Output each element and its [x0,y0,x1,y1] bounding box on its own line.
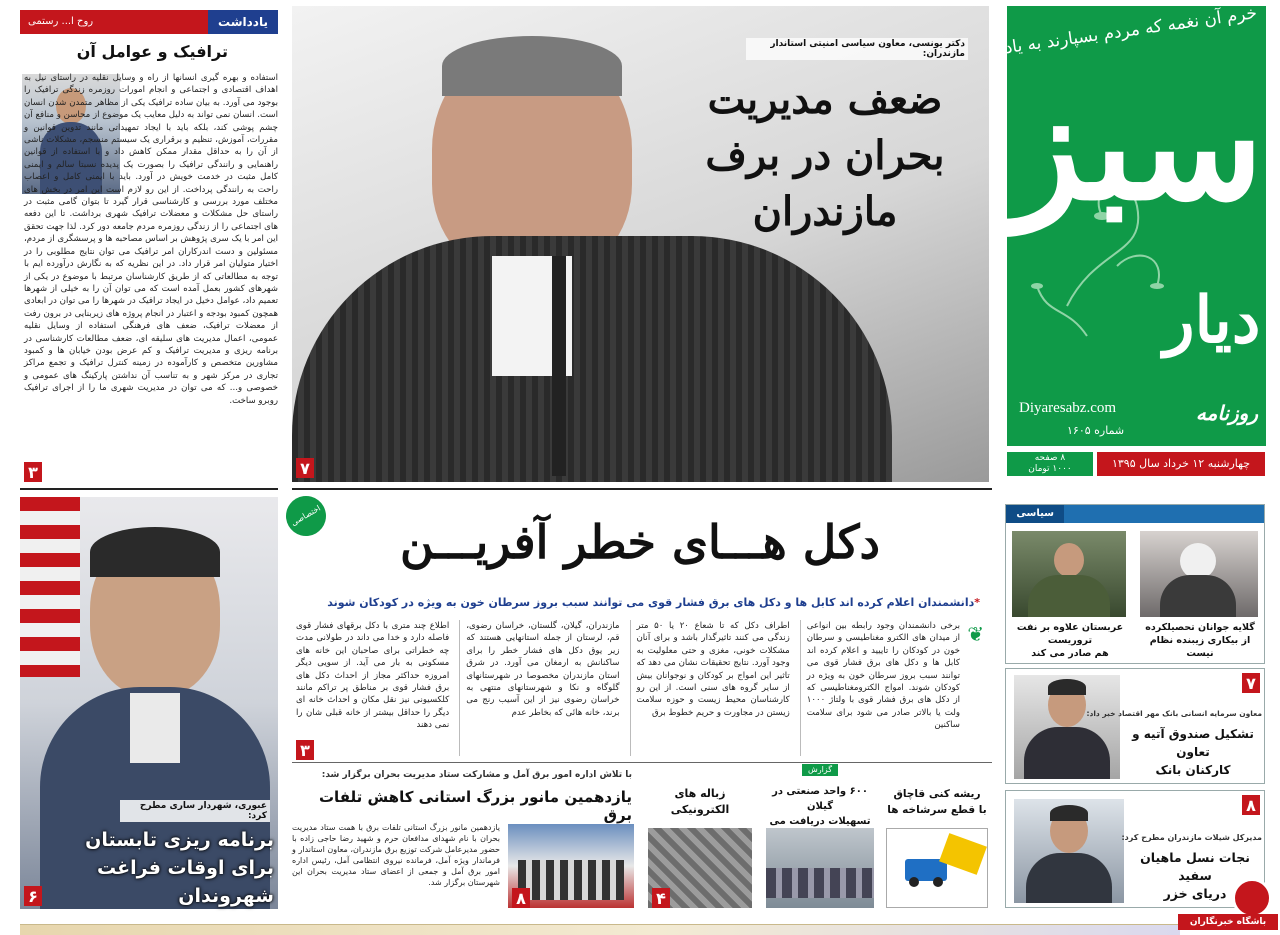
political-caption-2[interactable] [1010,621,1130,660]
bank-section [1005,668,1265,784]
main-columns [296,620,960,756]
divider-mid [292,762,992,763]
political-caption-1-line-1: گلایه جوانان تحصیلکرده [1145,622,1255,633]
bank-headline-line-1: تشکیل صندوق آتیه و تعاون [1132,727,1254,759]
teaser-gilan-photo [766,828,874,908]
pages-count: ۸ صفحه [1034,453,1066,463]
masthead-issue: شماره ۱۶۰۵ [1067,424,1125,437]
teaser-ewaste-line-1: زباله های [674,787,726,800]
fish-photo[interactable] [1014,799,1124,903]
main-subhead [300,596,980,609]
political-photo-2[interactable] [1012,531,1126,617]
lead-headline [680,72,970,240]
editorial-label: یادداشت [208,10,278,34]
planning-page-badge[interactable]: ۶ [24,886,42,906]
teaser-gilan-line-2: تسهیلات دریافت می [769,816,871,827]
teaser-ewaste-title [646,786,754,818]
fish-headline-line-1: نجات نسل ماهیان سفید [1140,850,1250,883]
lead-headline-line-1: ضعف مدیریت [707,76,943,123]
subhead-star: * [974,596,980,609]
planning-headline [24,826,274,910]
fish-kicker: مدیرکل شیلات مازندران مطرح کرد: [1121,833,1262,842]
bank-headline-line-2: کارکنان بانک [1155,763,1231,777]
teaser-smuggling-title [884,786,990,818]
date-bar: چهارشنبه ۱۲ خرداد سال ۱۳۹۵ [1097,452,1265,476]
watermark-logo-icon [1232,878,1272,918]
teaser-smuggling-line-2: با قطع سرشاخه ها [887,804,987,816]
maneuver-kicker: با تلاش اداره امور برق آمل و مشارکت ستاد مدیریت بحران برگزار شد: [321,770,632,780]
fish-page-badge[interactable]: ۸ [1242,795,1260,815]
lead-page-badge[interactable]: ۷ [296,458,314,478]
editorial-title: ترافیک و عوامل آن [76,42,228,61]
maneuver-body: یازدهمین مانور بزرگ استانی تلفات برق با همت ستاد مدیریت بحران با نام شهدای مدافعان حرم و شهید رضا حاجی زاده با حضور مدیرعامل شرکت توزیع برق مازندران، معاون استاندار و فرماندار ویژه آمل، فرمانده نیروی انتظامی آمل، رئیس اداره امور برق آمل و جمعی از اعضای ستاد مدیریت بحران این شهرستان برگزار شد. [292,823,500,887]
political-caption-2-line-2: هم صادر می کند [1031,648,1109,659]
political-header [1006,505,1264,523]
political-caption-2-line-1: عربستان علاوه بر نفت تروریست [1016,622,1124,646]
report-badge: گزارش [802,764,838,776]
teaser-ewaste-page-badge[interactable]: ۴ [652,888,670,908]
bank-photo[interactable] [1014,675,1120,779]
teaser-ewaste-line-2: الکترونیکی [670,803,730,816]
pages-badge [1007,452,1093,476]
maneuver-page-badge[interactable]: ۸ [512,888,530,908]
planning-kicker: عبوری، شهردار ساری مطرح کرد: [120,800,270,822]
political-label: سیاسی [1006,505,1064,523]
bank-kicker: معاون سرمایه انسانی بانک مهر اقتصاد خبر داد: [1086,709,1262,718]
lead-headline-line-3: مازندران [752,188,898,235]
editorial-body: استفاده و بهره گیری انسانها از راه و وسایل نقلیه در راستای نیل به اهداف اقتصادی و اجتماعی و انجام امورات روزمره زندگی ترافیک را بوجود می آورد. به بیان ساده ترافیک یکی از مظاهر متمدن شدن انسان است. انسان نمی تواند به دلیل معایب یک موضوع از محاسن و منافع آن چشم پوشی کند، بلکه باید با ایجاد تمهیداتی مانند تدوین قوانین و مقررات، آموزش، تنظیم و برقراری یک سیستم منسجم، مشکلات ناشی از آن را به حداقل مقدار ممکن کاهش داد و با استفاده از قوانین راهنمایی و رانندگی ترافیک را بصورت یک پدیده نسبتا سالم و ایمنی کامل مثبت در خدمت خویش در آورد. باید با ایمنی کامل و اعصاب راحت به رانندگی پرداخت. از این رو لازم است این امر در بخش های مختلف مورد بررسی و کارشناسی قرار گیرد تا بتوان گامی مثبت در راستای حل مشکلات و معضلات ترافیک شهری برداشت. تا این دفعه های اجتماعی را از زندگی روزمره مردم جامعه دور کرد. لذا جهت تحقق این امر با یک سری پژوهش بر اساس مصاحبه ها و پرسشگری از مردم، مسئولین و دست اندرکاران امر ترافیک می توان نتایج مطلوبی را در اختیار متولیان امر قرار داد. در این نظریه که به نگارش درآورده ایم با توجه به مطالعاتی که از طریق کارشناسان مرتبط با موضوع در یکی از شهرهای کشور بعمل آمده است که می توان آن را به خیلی از شهرها تعمیم داد، عوامل دخیل در ایجاد ترافیک در شهرها را می توان در ابعادی همچون کمبود بودجه و اعتبار در انجام پروژه های زیربنایی در برون رفت از معضلات ترافیک، ضعف های فرهنگی استفاده از وسایل نقلیه عمومی، اعمال مدیریت های سلیقه ای، ضعف مطالعات کارشناسی در برنامه ریزی و مدیریت ترافیک و کم عرض بودن خیابان ها و کمبود مشاورین متخصص و کارآموده در زمینه کنترل ترافیک و تجمع مراکز تجاری در مرکز شهر و به تناسب آن نداشتن پارکینگ های عمومی و خصوصی و... که می توان در مدیریت شهری ما را از اجرای ترافیک روبرو ساخت. [24,73,278,406]
editorial-header [20,10,278,34]
smuggling-illustration [886,828,988,908]
divider-top-left [20,488,278,490]
lead-headline-line-2: بحران در برف [705,132,945,179]
price: ۱۰۰۰ تومان [1028,464,1072,474]
planning-headline-line-1: برنامه ریزی تابستان [85,829,274,851]
main-column-1: برخی دانشمندان وجود رابطه بین انواعی از میدان های الکترو مغناطیسی و سرطان خون در کودکان را تاییید و اعلام کرده اند کابل ها و دکل های برق فشار قوی می توانند سبب بروز سرطان خون به ویژه در کودکان شوند. امواج الکترومغناطیسی که از دکل های برق فشار قوی با ولتاژ ۱۰۰۰ ولت یا بالاتر صادر می شود برای سلامت ساکنین [800,620,960,756]
main-column-2: اطراف دکل که تا شعاع ۲۰ یا ۵۰ متر زندگی می کنند تاثیرگذار باشد و برای آنان مشکلات خونی، مغزی و حتی معلولیت به وجود آورد. نتایج تحقیقات نشان می دهد که تاثیر این امواج بر کودکان و نوجوانان بیش از سایر گروه های سنی است. از این رو کارشناسان محیط زیست و حوزه سلامت زیستن در مجاورت و حریم خطوط برق [630,620,790,756]
main-page-badge[interactable]: ۳ [296,740,314,760]
political-photo-1[interactable] [1140,531,1258,617]
political-section [1005,504,1265,664]
main-subhead-text: دانشمندان اعلام کرده اند کابل ها و دکل های برق فشار قوی می توانند سبب بروز سرطان خون به ویژه در کودکان شوند [327,596,975,609]
planning-headline-line-2: برای اوقات فراغت شهروندان [97,857,274,907]
lead-kicker: دکتر یونسی، معاون سیاسی امنیتی استاندار مازندران: [746,38,968,60]
fish-headline-line-2: دریای خزر [1163,886,1227,901]
divider-center [292,488,992,490]
main-headline: دکل هـــای خطر آفریـــن [400,515,880,569]
teaser-smuggling[interactable] [884,770,990,910]
masthead [1003,3,1266,446]
main-column-4: اطلاع چند متری با دکل برقهای فشار قوی فاصله دارد و خدا می داند در طولانی مدت چه خطراتی برای صاحبان این خانه های مسکونی به بار می آید. از سویی دیگر امروزه حداکثر مجاز از احداث دکل های برق فشار قوی بر مناطق پر تراکم مانند کلکسیونی نیز نقل مکان و احداث خانه ای دیگر را حداقل بیشتر از خانه قبلی شان را نمی دهند [296,621,450,731]
teaser-gilan-line-1: ۶۰۰ واحد صنعتی در گیلان [772,786,868,812]
teaser-ewaste[interactable] [646,770,754,910]
masthead-site[interactable]: Diyaresabz.com [1019,400,1117,416]
editorial-page-badge[interactable]: ۳ [24,462,42,482]
editorial-author: روح ا... رستمی [20,10,208,34]
teaser-smuggling-line-1: ریشه کنی قاچاق [893,788,981,800]
watermark-badge[interactable] [1178,872,1278,934]
bank-page-badge[interactable]: ۷ [1242,673,1260,693]
bottom-strip [20,924,1180,935]
teaser-gilan[interactable] [764,764,876,910]
masthead-title-small: دیار [1163,283,1261,358]
main-column-3: مازندران، گیلان، گلستان، خراسان رضوی، قم، لرستان از جمله استانهایی هستند که زیر یوق دکل های فشار خطر را برای ساکنانش به ارمغان می آورد. در شرق استان مازندران مخصوصا در شهرستانهای گلوگاه و نکا و شهرستانهای منتهی به خراسان رضوی نیز از این آسیب رنج می برند، خانه هائی که بخاطر عدم [459,620,619,756]
editorial-column [20,10,278,484]
political-caption-1-line-2: از بیکاری زیبنده نظام نیست [1149,635,1251,659]
maneuver-headline: یازدهمین مانور بزرگ استانی کاهش تلفات برق [318,788,632,824]
green-leaf-icon: ❦ [967,622,984,646]
watermark-text: باشگاه خبرنگاران [1178,914,1278,930]
exclusive-badge: اختصاصی [279,489,334,544]
masthead-rooznameh: روزنامه [1195,401,1258,425]
masthead-title-big: سبز [1009,58,1264,234]
bank-headline [1124,725,1262,779]
political-caption-1[interactable] [1140,621,1260,660]
masthead-slogan: خرم آن نغمه که مردم بسپارند به یاد [1003,3,1259,59]
